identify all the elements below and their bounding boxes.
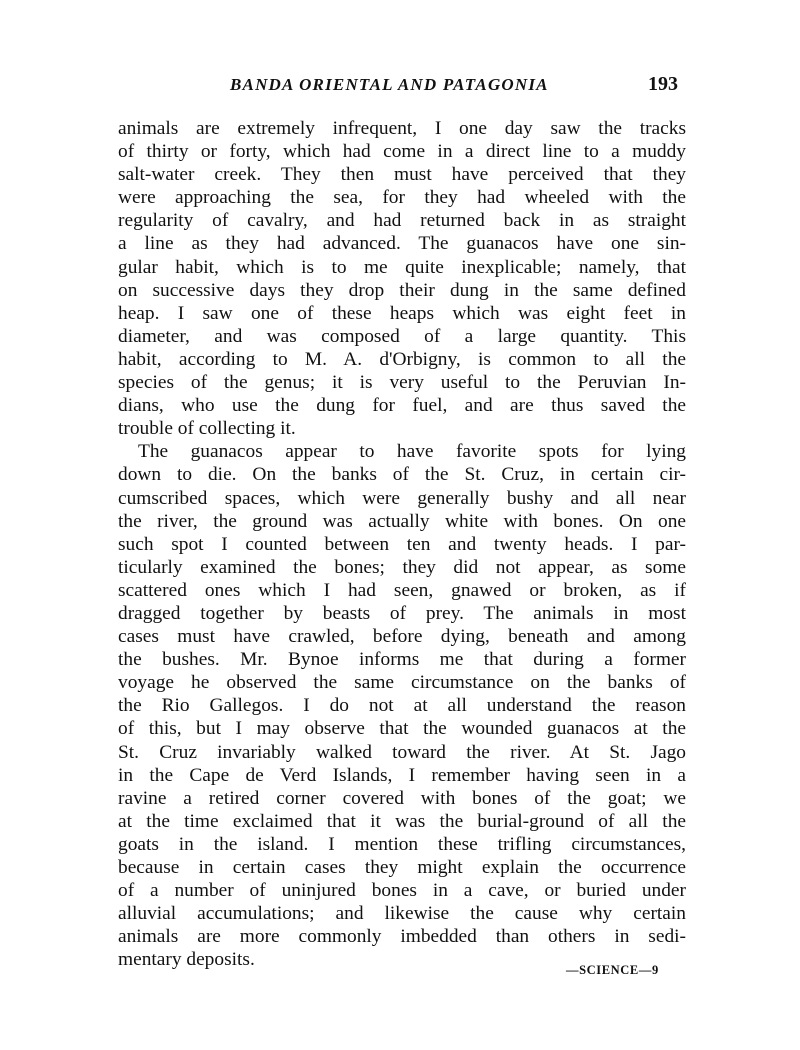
text-line: regularity of cavalry, and had returned back in as straight [118, 210, 686, 232]
text-line: salt-water creek. They then must have perceived that they [118, 164, 686, 186]
text-line: goats in the island. I mention these trifling circumstances, [118, 833, 686, 855]
text-line: trouble of collecting it. [118, 418, 296, 440]
text-line: The guanacos appear to have favorite spots for lying [138, 441, 686, 463]
text-line: voyage he observed the same circumstance on the banks of [118, 672, 686, 694]
text-line: diameter, and was composed of a large quantity. This [118, 325, 686, 347]
text-line: cumscribed spaces, which were generally bushy and all near [118, 487, 686, 509]
page-number: 193 [648, 73, 678, 95]
paragraph-1 [118, 117, 686, 440]
text-line: down to die. On the banks of the St. Cruz, in certain cir- [118, 464, 686, 486]
text-line: ravine a retired corner covered with bones of the goat; we [118, 787, 686, 809]
text-line: a line as they had advanced. The guanacos have one sin- [118, 233, 686, 255]
text-line: heap. I saw one of these heaps which was eight feet in [118, 302, 686, 324]
text-line: of a number of uninjured bones in a cave, or buried under [118, 880, 686, 902]
text-line: species of the genus; it is very useful to the Peruvian In- [118, 372, 686, 394]
text-line: mentary deposits. [118, 949, 255, 971]
text-line: dragged together by beasts of prey. The animals in most [118, 602, 686, 624]
running-title: BANDA ORIENTAL AND PATAGONIA [230, 75, 549, 94]
text-line: animals are extremely infrequent, I one day saw the tracks [118, 118, 686, 139]
body-text [118, 117, 686, 971]
text-line: the river, the ground was actually white with bones. On one [118, 510, 686, 532]
text-line: scattered ones which I had seen, gnawed or broken, as if [118, 579, 686, 601]
text-line: ticularly examined the bones; they did not appear, as some [118, 556, 686, 578]
paragraph-2 [118, 440, 686, 971]
text-line: the Rio Gallegos. I do not at all understand the reason [118, 695, 686, 717]
text-line: dians, who use the dung for fuel, and are thus saved the [118, 395, 686, 417]
text-line: were approaching the sea, for they had wheeled with the [118, 187, 686, 209]
text-line: such spot I counted between ten and twenty heads. I par- [118, 533, 686, 555]
text-line: habit, according to M. A. d'Orbigny, is common to all the [118, 348, 686, 370]
text-line: of thirty or forty, which had come in a direct line to a muddy [118, 141, 686, 163]
text-line: gular habit, which is to me quite inexplicable; namely, that [118, 256, 686, 278]
running-header [118, 75, 684, 101]
signature-mark: —SCIENCE—9 [566, 963, 659, 977]
text-line: cases must have crawled, before dying, beneath and among [118, 626, 686, 648]
text-line: on successive days they drop their dung in the same defined [118, 279, 686, 301]
text-line: alluvial accumulations; and likewise the cause why certain [118, 903, 686, 925]
text-line: at the time exclaimed that it was the burial-ground of all the [118, 810, 686, 832]
text-line: animals are more commonly imbedded than others in sedi- [118, 926, 686, 948]
text-line: St. Cruz invariably walked toward the river. At St. Jago [118, 741, 686, 763]
text-line: because in certain cases they might explain the occurrence [118, 857, 686, 878]
text-line: the bushes. Mr. Bynoe informs me that during a former [118, 649, 686, 671]
text-line: in the Cape de Verd Islands, I remember having seen in a [118, 764, 686, 786]
text-line: of this, but I may observe that the wounded guanacos at the [118, 718, 686, 740]
